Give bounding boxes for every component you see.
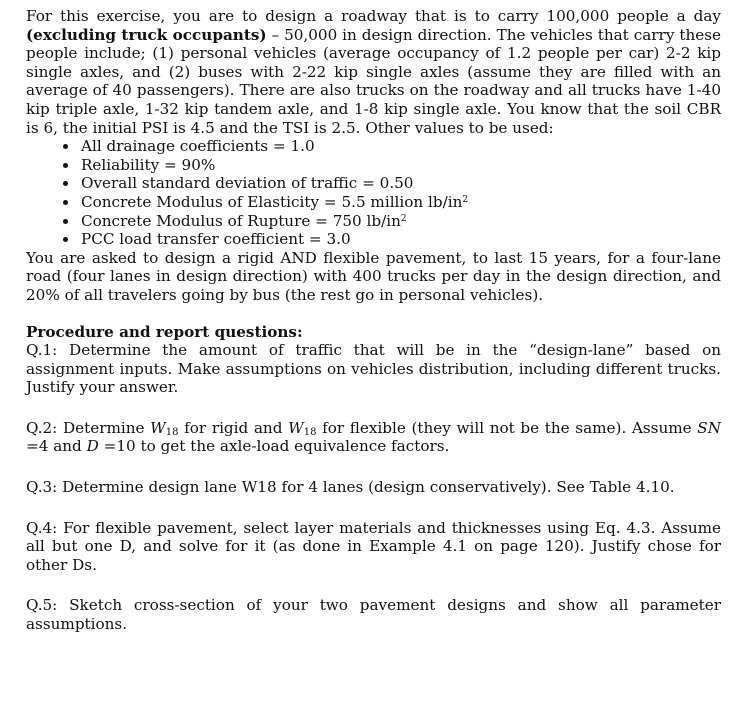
question-3: Q.3: Determine design lane W18 for 4 lanes (design conservatively). See Table 4.10. — [26, 478, 675, 497]
list-item: • All drainage coefficients = 1.0 — [79, 137, 721, 156]
list-item: • Concrete Modulus of Rupture = 750 $lb/in^2$ — [79, 212, 721, 231]
intro-emphasis: (excluding truck occupants) — [26, 25, 267, 44]
list-item: • Reliability = 90% — [79, 156, 721, 175]
procedure-heading: Procedure and report questions: — [26, 322, 303, 341]
question-2: Q.2: Determine $W_{18}$ for rigid and $W_{18}$ for flexible (they will not be the same). Assume SN =4 and D =10 to get the axle-load equivalence factors. — [26, 418, 721, 456]
question-1: Q.1: Determine the amount of traffic that will be in the “design-lane” based on assignment inputs. Make assumptions on vehicles distribution, including different trucks. Justify your answer. — [26, 341, 721, 397]
list-item: • Overall standard deviation of traffic = 0.50 — [79, 174, 721, 193]
question-5: Q.5: Sketch cross-section of your two pavement designs and show all parameter assumptions. — [26, 596, 721, 634]
question-4: Q.4: For flexible pavement, select layer materials and thicknesses using Eq. 4.3. Assume all but one D, and solve for it (as done in Example 4.1 on page 120). Justify chose for other Ds. — [26, 518, 721, 574]
parameter-list — [26, 137, 721, 249]
list-item: • PCC load transfer coefficient = 3.0 — [79, 230, 721, 249]
intro-paragraph: For this exercise, you are to design a roadway that is to carry 100,000 people a day (excluding truck occupants) – 50,000 in design direction. The vehicles that carry these people include; (1) personal vehicles (average occupancy of 1.2 people per car) 2-2 kip single axles, and (2) buses with 2-22 kip single axles (assume they are filled with an average of 40 passengers). There are also trucks on the roadway and all trucks have 1-40 kip triple axle, 1-32 kip tandem axle, and 1-8 kip single axle. You know that the soil CBR is 6, the initial PSI is 4.5 and the TSI is 2.5. Other values to be used: — [26, 7, 722, 137]
list-item: • Concrete Modulus of Elasticity = 5.5 million $lb/in^2$ — [79, 193, 721, 212]
design-paragraph: You are asked to design a rigid AND flexible pavement, to last 15 years, for a four-lane road (four lanes in design direction) with 400 trucks per day in the design direction, and 20% of all travelers going by bus (the rest go in personal vehicles). — [26, 248, 721, 304]
